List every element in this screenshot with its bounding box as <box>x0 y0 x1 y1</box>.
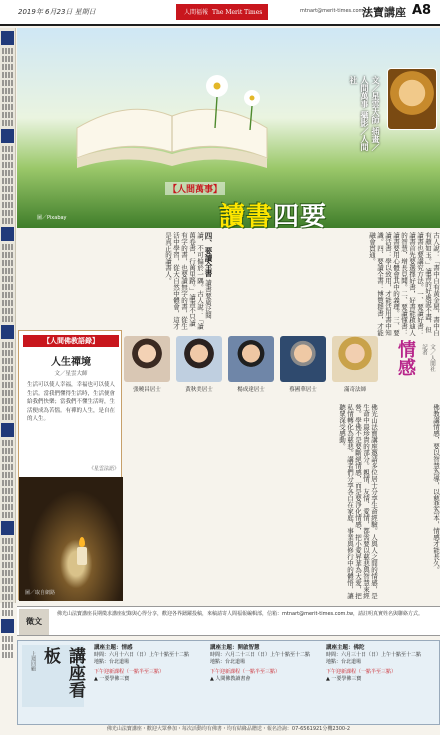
logo-english: The Merit Times <box>212 9 263 16</box>
ticker-line <box>2 448 13 454</box>
ticker-line <box>2 586 13 592</box>
ticker-line <box>2 390 13 396</box>
schedule-place: 地點：台北道場 <box>326 659 362 665</box>
ticker-line <box>2 578 13 584</box>
speaker-name: 楊成達居士 <box>237 387 265 393</box>
ticker-line <box>1 423 14 437</box>
schedule-next: 下午迎新課程（一點半至三點） <box>94 669 165 675</box>
ticker-line <box>2 594 13 600</box>
ticker-line <box>2 512 13 518</box>
schedule-place: 地點：台北道場 <box>210 659 246 665</box>
ticker-line <box>2 374 13 380</box>
ticker-line <box>2 366 13 372</box>
schedule-note: ▲ 人間佛教讀書會 <box>210 676 251 682</box>
page-number: A8 <box>412 3 432 18</box>
schedule-subtitle: 上週回顧 <box>30 651 36 671</box>
contact-email: mtnart@merit-times.com.tw <box>300 8 372 14</box>
speaker-name: 張曉昌居士 <box>133 387 161 393</box>
newspaper-logo <box>176 4 268 20</box>
ticker-line <box>2 562 13 568</box>
ticker-line <box>2 636 13 642</box>
ticker-line <box>2 456 13 462</box>
second-article-text: 讀書要廣泛閱讀，不可偏於一隅。古人說：「讀萬卷書，行萬里路。」讀書不只讀有字的書，也要讀無字的書，從生活中學習，從大自然中體會，這才是真正的讀書人。 <box>164 232 212 330</box>
ticker-line <box>2 644 13 650</box>
ticker-line <box>2 104 13 110</box>
image-credit: 圖／取自網路 <box>25 590 56 596</box>
speaker-card <box>176 336 222 393</box>
hero-banner <box>17 28 440 232</box>
ticker-line <box>2 602 13 608</box>
ticker-line <box>2 414 13 420</box>
speaker-photo <box>176 336 222 382</box>
quote-box-header: 【人間佛教語錄】 <box>23 335 119 347</box>
page-header <box>0 0 440 26</box>
ticker-line <box>2 72 13 78</box>
ticker-line <box>2 292 13 298</box>
ticker-line <box>2 382 13 388</box>
feature-title: 情感 <box>395 340 416 376</box>
flame-icon <box>79 537 85 547</box>
speaker-card <box>124 336 170 393</box>
candle-icon <box>77 547 87 565</box>
ticker-line <box>2 464 13 470</box>
ticker-line <box>2 488 13 494</box>
ticker-line <box>2 300 13 306</box>
ticker-line <box>2 398 13 404</box>
ticker-line <box>2 546 13 552</box>
ticker-line <box>1 227 14 241</box>
section-name: 法寶講座 <box>362 6 406 19</box>
notice-label: 徵文 <box>19 609 49 635</box>
quote-author: 文／星雲大師 <box>54 371 88 377</box>
ticker-line <box>2 88 13 94</box>
hero-author-credit: 文／星雲大師 插畫／人間萬事 攝影／人間社 <box>349 76 380 151</box>
speaker-card <box>280 336 326 393</box>
ticker-line <box>2 56 13 62</box>
call-for-submissions <box>17 606 440 636</box>
speaker-photo <box>124 336 170 382</box>
schedule-note: ▲ 一要學佛三寶 <box>326 676 362 682</box>
schedule-column <box>326 645 436 683</box>
ticker-line <box>2 480 13 486</box>
ticker-line <box>2 202 13 208</box>
quote-source: 《星雲法語》 <box>88 466 119 472</box>
ticker-line <box>1 129 14 143</box>
ticker-line <box>2 186 13 192</box>
ticker-line <box>2 610 13 616</box>
ticker-line <box>2 570 13 576</box>
master-portrait <box>387 68 437 130</box>
schedule-topic: 講座主題：佛陀 <box>326 645 365 651</box>
title-part-1: 讀書 <box>219 202 274 232</box>
ticker-line <box>2 218 13 224</box>
page-footer: 佛光山法寶講座・歡迎大眾參加・每次活動均有佛書・均有結緣品贈送・報名洽詢：07-6561921分機2300-2 <box>106 726 351 732</box>
ticker-line <box>2 162 13 168</box>
speaker-photo <box>228 336 274 382</box>
ticker-line <box>2 308 13 314</box>
ticker-line <box>2 112 13 118</box>
left-listing-strip <box>0 28 16 603</box>
title-part-2: 四要 <box>273 202 328 232</box>
speaker-photo <box>332 336 378 382</box>
ticker-line <box>2 64 13 70</box>
notice-text: 佛光山法寶講座長期徵求講座紀錄與心得分享，歡迎各界踴躍投稿，來稿請寄人間福報編輯部，信箱：mtnart@merit-times.com.tw，請註明真實姓名與聯絡方式。 <box>57 611 424 617</box>
speaker-card <box>332 336 378 393</box>
schedule-title: 講座看板 <box>40 647 85 698</box>
ticker-line <box>2 316 13 322</box>
ticker-line <box>2 504 13 510</box>
ticker-line <box>2 146 13 152</box>
schedule-time: 時間：六月十六日（日）上午十點至十二點 <box>94 652 190 658</box>
ticker-line <box>2 178 13 184</box>
ticker-line <box>1 31 14 45</box>
logo-text: 人間福報 <box>184 9 209 16</box>
ticker-line <box>2 440 13 446</box>
speaker-photo <box>280 336 326 382</box>
ticker-line <box>2 120 13 126</box>
speaker-photo-row <box>124 336 380 400</box>
speaker-name: 滿奇法師 <box>343 387 366 393</box>
ticker-line <box>2 252 13 258</box>
ticker-line <box>2 80 13 86</box>
ticker-line <box>2 154 13 160</box>
feature-article-text: 佛光山法寶講座邀請多位居士分享生命經驗。人與人之間的情感，是生命中最珍貴的部分。親情、友情、愛情，都需要以慈悲與智慧來經營。學佛不是要斷絕情感，而是要淨化情感，把小愛昇華為大愛，把私情轉化為慈悲。講者們分享各自在家庭、事業與修行中的體悟，讓聽眾深受感動。 <box>338 404 378 599</box>
quote-box <box>18 330 122 600</box>
ticker-line <box>2 406 13 412</box>
feature-title-block <box>392 340 435 376</box>
ticker-line <box>2 496 13 502</box>
ticker-line <box>2 358 13 364</box>
quote-text: 生活可以使人幸福，幸福也可以使人生活。當我們懂得生活時，生活便會給我們快樂；當我們不懂生活時，生活便成為苦惱。有禪的人生，是自在的人生。 <box>27 382 116 422</box>
ticker-line <box>2 210 13 216</box>
schedule-time: 時間：六月三十日（日）上午十點至十二點 <box>326 652 422 658</box>
ticker-line <box>1 521 14 535</box>
schedule-time: 時間：六月二十三日（日）上午十點至十二點 <box>210 652 311 658</box>
main-article-text: 古人說：「書中自有黃金屋，書中自有顏如玉。」讀書的好處說不盡，但讀書也要講究方法。一、要讀好書：讀書首先要選擇好書，好書能啟迪人的智慧，增長見聞。二、要讀懂書：讀書要用心體會其中的義理。三、要讀活書：學以致用，才能活用書中知識。四、要讀全書：博覽群書，才能融會貫通。 <box>368 232 440 336</box>
ticker-line <box>1 619 14 633</box>
speaker-card <box>228 336 274 393</box>
ticker-line <box>2 276 13 282</box>
schedule-place: 地點：台北道場 <box>94 659 130 665</box>
ticker-line <box>2 538 13 544</box>
ticker-line <box>2 268 13 274</box>
feature-side-text: 佛教講情感，要以智慧為導，以慈悲為本，情感才能長久。 <box>432 404 440 573</box>
second-article-block <box>72 232 212 330</box>
zen-candle-image <box>19 477 123 601</box>
lecture-schedule-board <box>17 640 440 725</box>
speaker-name: 蔡國華居士 <box>289 387 317 393</box>
ticker-line <box>2 260 13 266</box>
ticker-line <box>2 48 13 54</box>
schedule-column <box>210 645 320 683</box>
ticker-line <box>2 350 13 356</box>
ticker-line <box>2 342 13 348</box>
ticker-line <box>2 284 13 290</box>
second-article-heading: 四、要讀全書 <box>204 232 213 277</box>
article-title <box>219 196 327 233</box>
open-book-illustration <box>67 68 277 178</box>
ticker-line <box>2 244 13 250</box>
schedule-brand <box>22 645 84 707</box>
ticker-line <box>2 652 13 658</box>
speaker-name: 黃秋美居士 <box>185 387 213 393</box>
ticker-line <box>2 554 13 560</box>
schedule-note: ▲ 一要學佛三寶 <box>94 676 130 682</box>
quote-title: 人生禪境 <box>51 357 91 368</box>
ticker-line <box>2 96 13 102</box>
column-tag: 【人間萬事】 <box>165 182 225 195</box>
schedule-next: 下午迎新課程（一點半至三點） <box>210 669 281 675</box>
schedule-topic: 講座主題：情感 <box>94 645 133 651</box>
schedule-column <box>94 645 204 683</box>
issue-date: 2019年 6月23日 星期日 <box>18 8 96 16</box>
schedule-topic: 講座主題：開啟智慧 <box>210 645 260 651</box>
ticker-line <box>1 325 14 339</box>
ticker-line <box>2 194 13 200</box>
schedule-next: 下午迎新課程（一點半至三點） <box>326 669 397 675</box>
ticker-line <box>2 170 13 176</box>
feature-author: 文／人間社記者 <box>421 344 435 372</box>
ticker-line <box>2 472 13 478</box>
photo-credit: 圖／Pixabay <box>37 215 67 221</box>
